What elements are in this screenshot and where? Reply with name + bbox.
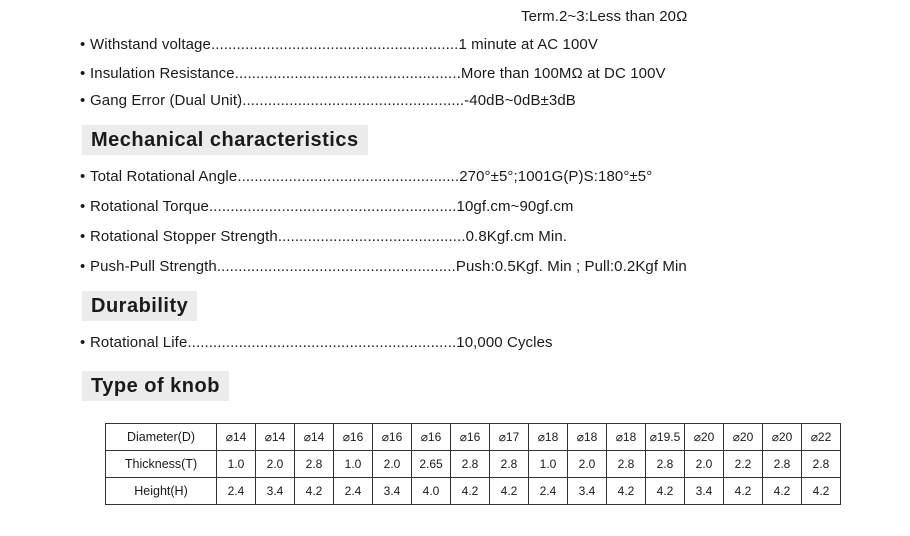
spec-label: Insulation Resistance bbox=[90, 65, 235, 82]
table-cell: ⌀16 bbox=[334, 424, 373, 451]
spec-leader: ............................................................... bbox=[187, 334, 457, 351]
table-cell: ⌀20 bbox=[685, 424, 724, 451]
spec-value: 10,000 Cycles bbox=[456, 334, 553, 351]
bullet-icon: • bbox=[80, 92, 86, 109]
table-cell: 1.0 bbox=[217, 451, 256, 478]
heading-mechanical: Mechanical characteristics bbox=[82, 125, 368, 155]
spec-rotational-life bbox=[80, 334, 553, 351]
table-cell: 2.8 bbox=[802, 451, 841, 478]
table-cell: 1.0 bbox=[529, 451, 568, 478]
table-cell: 2.0 bbox=[373, 451, 412, 478]
table-cell: 3.4 bbox=[256, 478, 295, 505]
table-cell: 4.2 bbox=[724, 478, 763, 505]
table-cell: 4.2 bbox=[646, 478, 685, 505]
table-cell: ⌀14 bbox=[295, 424, 334, 451]
table-cell: ⌀22 bbox=[802, 424, 841, 451]
spec-label: Rotational Torque bbox=[90, 198, 210, 215]
table-cell: 4.2 bbox=[490, 478, 529, 505]
term-line: Term.2~3:Less than 20Ω bbox=[521, 8, 688, 25]
table-cell: 2.65 bbox=[412, 451, 451, 478]
table-cell: 2.4 bbox=[334, 478, 373, 505]
row-header: Diameter(D) bbox=[106, 424, 217, 451]
table-cell: 2.0 bbox=[568, 451, 607, 478]
bullet-icon: • bbox=[80, 198, 86, 215]
spec-label: Rotational Life bbox=[90, 334, 188, 351]
spec-insulation-resistance bbox=[80, 65, 666, 82]
table-cell: ⌀18 bbox=[529, 424, 568, 451]
spec-label: Withstand voltage bbox=[90, 36, 211, 53]
spec-leader: .......................................................... bbox=[209, 198, 457, 215]
spec-value: More than 100MΩ at DC 100V bbox=[460, 65, 666, 82]
spec-value: 1 minute at AC 100V bbox=[458, 36, 598, 53]
table-cell: 4.2 bbox=[451, 478, 490, 505]
table-cell: 2.0 bbox=[256, 451, 295, 478]
spec-label: Rotational Stopper Strength bbox=[90, 228, 278, 245]
bullet-icon: • bbox=[80, 258, 86, 275]
table-cell: 2.8 bbox=[295, 451, 334, 478]
table-cell: 2.8 bbox=[763, 451, 802, 478]
table-cell: ⌀18 bbox=[607, 424, 646, 451]
spec-leader: ..................................................... bbox=[234, 65, 461, 82]
table-cell: ⌀20 bbox=[763, 424, 802, 451]
table-cell: ⌀14 bbox=[217, 424, 256, 451]
row-header: Height(H) bbox=[106, 478, 217, 505]
row-header: Thickness(T) bbox=[106, 451, 217, 478]
table-cell: 4.2 bbox=[295, 478, 334, 505]
table-cell: 4.2 bbox=[802, 478, 841, 505]
table-row bbox=[106, 478, 841, 505]
table-cell: 2.4 bbox=[529, 478, 568, 505]
bullet-icon: • bbox=[80, 168, 86, 185]
table-cell: 2.8 bbox=[646, 451, 685, 478]
table-row bbox=[106, 451, 841, 478]
table-cell: ⌀19.5 bbox=[646, 424, 685, 451]
heading-durability: Durability bbox=[82, 291, 197, 321]
table-cell: 2.4 bbox=[217, 478, 256, 505]
table-cell: 3.4 bbox=[373, 478, 412, 505]
table-cell: ⌀17 bbox=[490, 424, 529, 451]
table-cell: 2.2 bbox=[724, 451, 763, 478]
spec-stopper-strength bbox=[80, 228, 567, 245]
table-cell: 4.2 bbox=[607, 478, 646, 505]
knob-table bbox=[105, 423, 841, 505]
spec-value: 10gf.cm~90gf.cm bbox=[456, 198, 574, 215]
table-cell: 4.2 bbox=[763, 478, 802, 505]
table-cell: 4.0 bbox=[412, 478, 451, 505]
spec-push-pull-strength bbox=[80, 258, 687, 275]
bullet-icon: • bbox=[80, 36, 86, 53]
table-cell: ⌀20 bbox=[724, 424, 763, 451]
spec-rotational-angle bbox=[80, 168, 652, 185]
spec-value: 270°±5°;1001G(P)S:180°±5° bbox=[459, 168, 653, 185]
spec-leader: .................................................... bbox=[242, 92, 465, 109]
bullet-icon: • bbox=[80, 65, 86, 82]
spec-withstand-voltage bbox=[80, 36, 598, 53]
table-cell: ⌀16 bbox=[412, 424, 451, 451]
table-cell: 2.8 bbox=[451, 451, 490, 478]
table-cell: 2.8 bbox=[607, 451, 646, 478]
bullet-icon: • bbox=[80, 228, 86, 245]
table-cell: 3.4 bbox=[685, 478, 724, 505]
table-cell: ⌀18 bbox=[568, 424, 607, 451]
spec-gang-error bbox=[80, 92, 576, 109]
table-cell: ⌀16 bbox=[373, 424, 412, 451]
table-cell: ⌀16 bbox=[451, 424, 490, 451]
table-cell: 2.0 bbox=[685, 451, 724, 478]
table-row bbox=[106, 424, 841, 451]
heading-knob-type: Type of knob bbox=[82, 371, 229, 401]
table-cell: 1.0 bbox=[334, 451, 373, 478]
spec-label: Push-Pull Strength bbox=[90, 258, 217, 275]
bullet-icon: • bbox=[80, 334, 86, 351]
spec-leader: ........................................................ bbox=[216, 258, 456, 275]
table-cell: 3.4 bbox=[568, 478, 607, 505]
table-cell: ⌀14 bbox=[256, 424, 295, 451]
table-cell: 2.8 bbox=[490, 451, 529, 478]
spec-value: -40dB~0dB±3dB bbox=[464, 92, 576, 109]
spec-leader: ............................................ bbox=[277, 228, 466, 245]
knob-table-body bbox=[106, 424, 841, 505]
spec-rotational-torque bbox=[80, 198, 574, 215]
spec-leader: .......................................................... bbox=[210, 36, 459, 53]
spec-label: Total Rotational Angle bbox=[90, 168, 238, 185]
spec-leader: .................................................... bbox=[237, 168, 460, 185]
spec-value: 0.8Kgf.cm Min. bbox=[465, 228, 568, 245]
spec-value: Push:0.5Kgf. Min ; Pull:0.2Kgf Min bbox=[455, 258, 687, 275]
spec-label: Gang Error (Dual Unit) bbox=[90, 92, 243, 109]
